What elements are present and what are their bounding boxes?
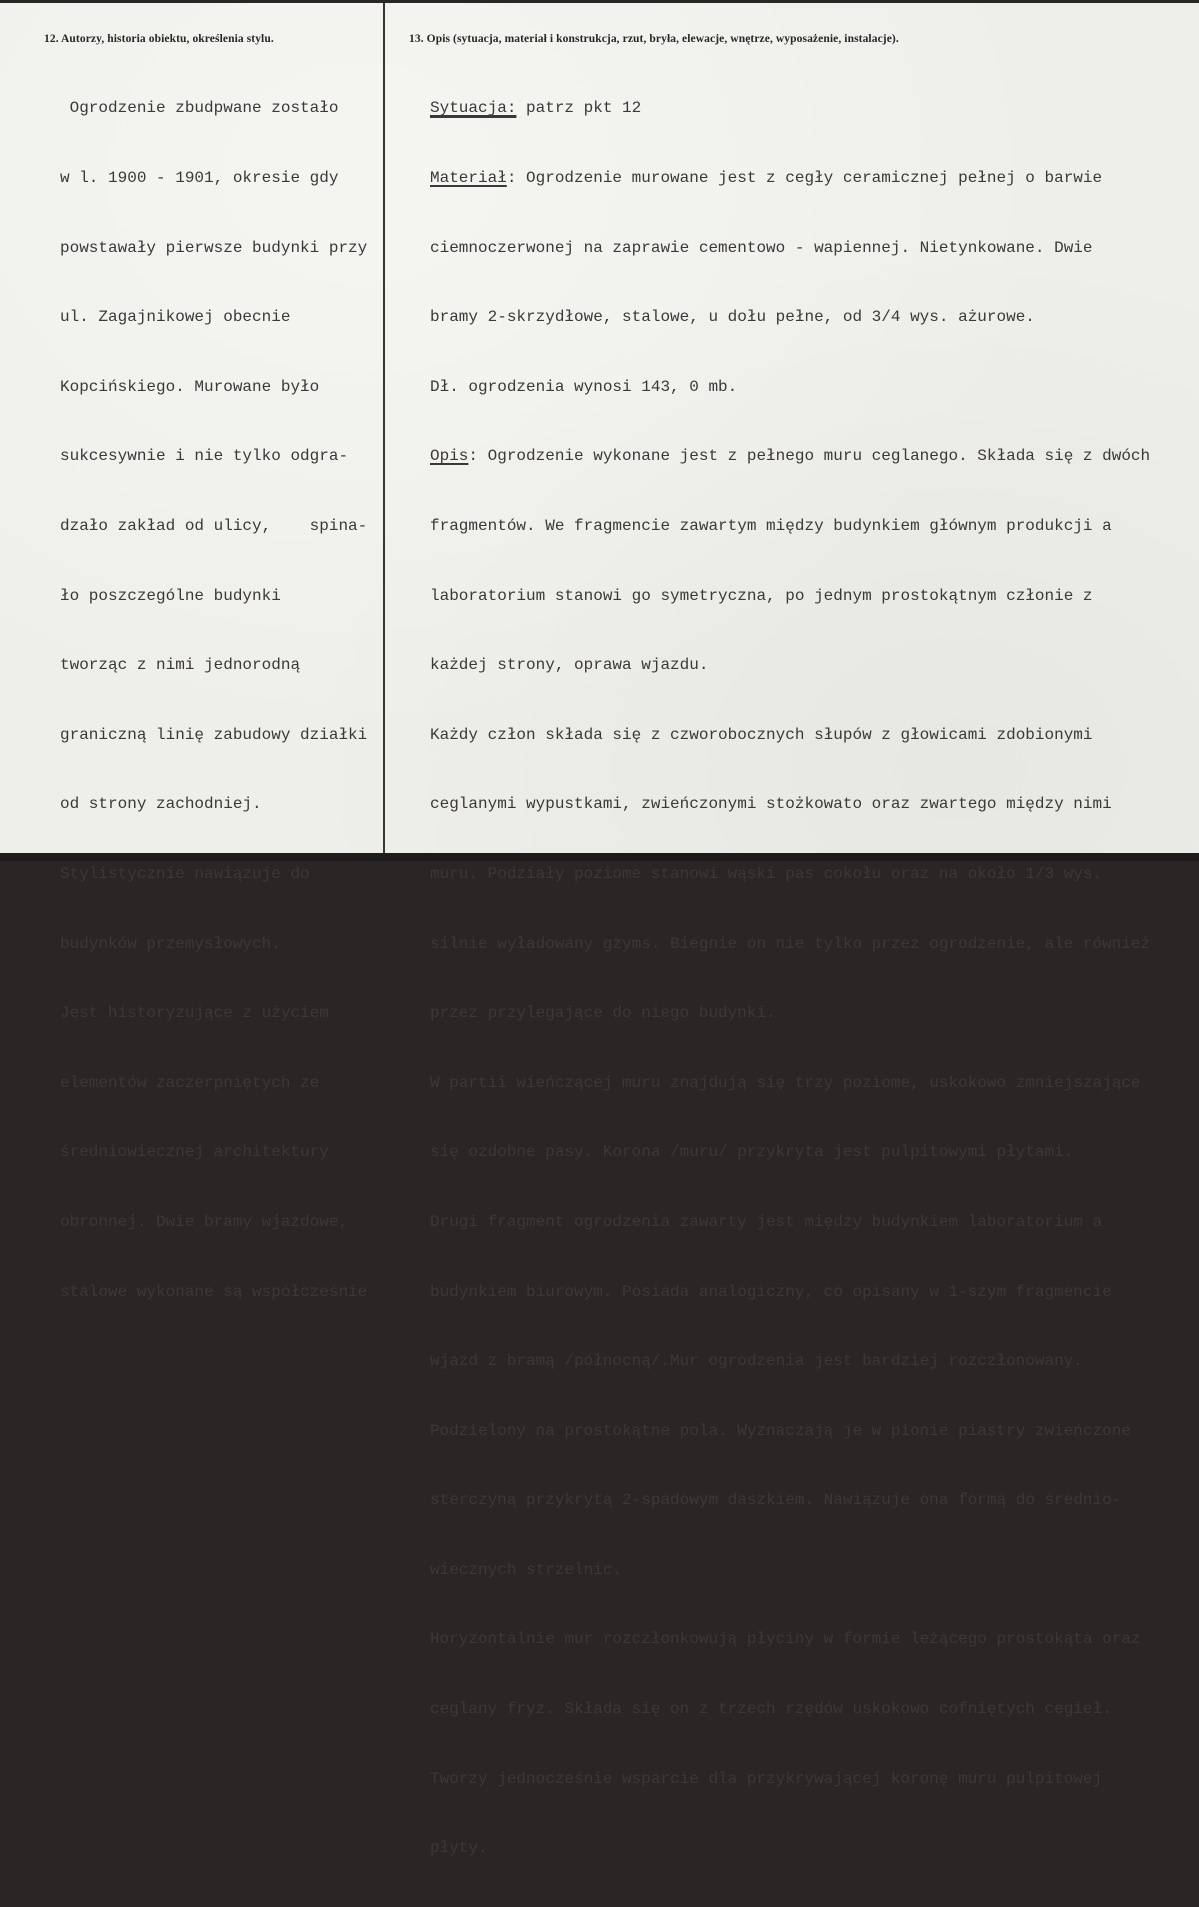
text-line: od strony zachodniej. [60, 795, 262, 814]
section-12-body [60, 51, 382, 1350]
text-line: ul. Zagajnikowej obecnie [60, 308, 291, 327]
column-divider [383, 3, 385, 855]
material-line [430, 167, 1190, 190]
text-line: bramy 2-skrzydłowe, stalowe, u dołu pełne, od 3/4 wys. ażurowe. [430, 308, 1035, 327]
text-line: W partii wieńczącej muru znajdują się trzy poziome, uskokowo zmniejszające [430, 1073, 1141, 1092]
text-line: się ozdobne pasy. Korona /muru/ przykryta jest pulpitowymi płytami. [430, 1143, 1074, 1162]
text-line: Kopcińskiego. Murowane było [60, 377, 320, 396]
text-line: każdej strony, oprawa wjazdu. [430, 656, 709, 675]
text-line: Każdy człon składa się z czworobocznych słupów z głowicami zdobionymi [430, 725, 1093, 744]
material-label: Materiał [430, 169, 507, 187]
text-line: budynkiem biurowym. Posiada analogiczny, co opisany w 1-szym fragmencie [430, 1282, 1112, 1301]
section-13-body [430, 51, 1190, 1907]
text-line: powstawały pierwsze budynki przy [60, 238, 368, 257]
text-line: dzało zakład od ulicy, spina- [60, 516, 368, 535]
text-line: Podzielony na prostokątne pola. Wyznaczają je w pionie piastry zwieńczone [430, 1421, 1131, 1440]
text-line: płyty. [430, 1839, 488, 1858]
text-line: budynków przemysłowych. [60, 934, 281, 953]
text-line: sterczyną przykrytą 2-spadowym daszkiem. Nawiązuje ona formą do średnio- [430, 1491, 1122, 1510]
text-line: Horyzontalnie mur rozczłonkowują płyciny w formie leżącego prostokąta oraz [430, 1630, 1141, 1649]
text-line: fragmentów. We fragmencie zawartym między budynkiem głównym produkcji a [430, 516, 1112, 535]
text-line: ło poszczególne budynki [60, 586, 281, 605]
text-line: w l. 1900 - 1901, okresie gdy [60, 169, 339, 187]
text-line: sukcesywnie i nie tylko odgra- [60, 447, 349, 466]
text-line: wjazd z bramą /północną/.Mur ogrodzenia jest bardziej rozczłonowany. [430, 1352, 1083, 1371]
sytuacja-label: Sytuacja: [430, 99, 517, 118]
text-line: muru. Podziały poziome stanowi wąski pas cokołu oraz na około 1/3 wys. [430, 864, 1103, 883]
opis-text: : Ogrodzenie wykonane jest z pełnego muru ceglanego. Składa się z dwóch [468, 447, 1151, 466]
text-line: Dł. ogrodzenia wynosi 143, 0 mb. [430, 377, 738, 396]
text-line: Drugi fragment ogrodzenia zawarty jest między budynkiem laboratorium a [430, 1212, 1103, 1231]
text-line: wiecznych strzelnic. [430, 1560, 623, 1579]
sytuacja-line [430, 97, 1190, 120]
text-line: silnie wyładowany gzyms. Biegnie on nie tylko przez ogrodzenie, ale również [430, 934, 1151, 953]
text-line: ceglanymi wypustkami, zwieńczonymi stożkowato oraz zwartego między nimi [430, 795, 1112, 814]
text-line: średniowiecznej architektury [60, 1143, 329, 1162]
text-line: ceglany fryz. Składa się on z trzech rzędów uskokowo cofniętych cegieł. [430, 1700, 1112, 1719]
section-13-header: 13. Opis (sytuacja, materiał i konstrukcja, rzut, bryła, elewacje, wnętrze, wyposażenie, instalacje). [409, 33, 899, 45]
scan-bottom-edge [0, 853, 1199, 861]
sytuacja-text: patrz pkt 12 [516, 99, 642, 118]
text-line: Ogrodzenie zbudpwane zostało [60, 99, 339, 118]
text-line: przez przylegające do niego budynki. [430, 1004, 776, 1023]
section-12-header: 12. Autorzy, historia obiektu, określenia stylu. [44, 33, 274, 45]
text-line: tworząc z nimi jednorodną [60, 656, 301, 675]
text-line: ciemnoczerwonej na zaprawie cementowo - wapiennej. Nietynkowane. Dwie [430, 238, 1093, 257]
text-line: Stylistycznie nawiązuje do [60, 864, 310, 883]
material-text: : Ogrodzenie murowane jest z cegły ceramicznej pełnej o barwie [506, 169, 1103, 187]
text-line: laboratorium stanowi go symetryczna, po jednym prostokątnym członie z [430, 586, 1093, 605]
text-line: graniczną linię zabudowy działki [60, 725, 368, 744]
opis-label: Opis [430, 447, 469, 466]
text-line: Jest historyzujące z użyciem [60, 1004, 329, 1023]
text-line: obronnej. Dwie bramy wjazdowe, [60, 1212, 349, 1231]
text-line: elementów zaczerpniętych ze [60, 1073, 320, 1092]
opis-line [430, 445, 1190, 468]
text-line: Tworzy jednocześnie wsparcie dla przykrywającej koronę muru pulpitowej [430, 1769, 1103, 1788]
text-line: stalowe wykonane są współcześnie [60, 1282, 368, 1301]
document-card [0, 3, 1199, 1858]
